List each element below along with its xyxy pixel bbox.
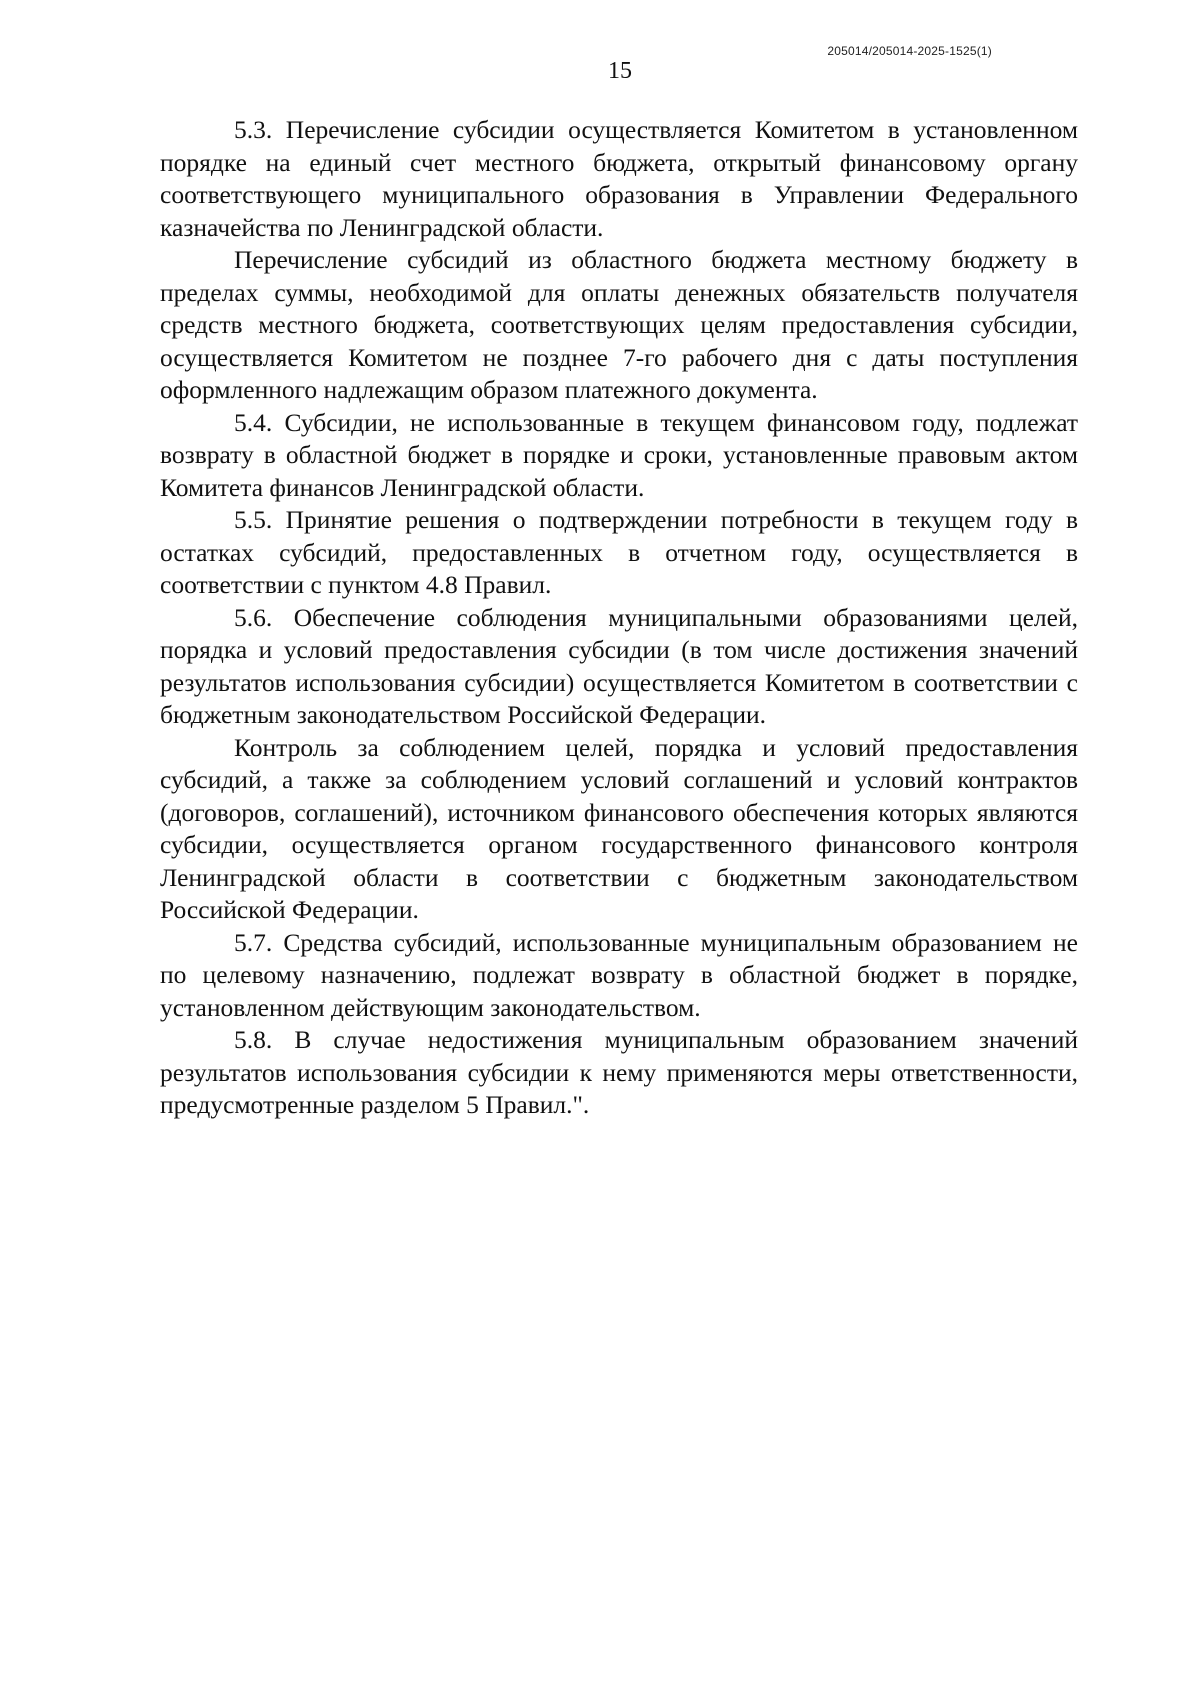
paragraph-control: Контроль за соблюдением целей, порядка и условий предоставления субсидий, а также за соблюдением условий соглашений и условий контрактов (договоров, соглашений), источником финансового обеспечения которых являются субсидии, осуществляется органом государственного финансового контроля Ленинградской области в соответствии с бюджетным законодательством Российской Федерации.	[160, 732, 1078, 924]
document-body	[160, 114, 1078, 1122]
paragraph-5-7: 5.7. Средства субсидий, использованные муниципальным образованием не по целевому назначению, подлежат возврату в областной бюджет в порядке, установленном действующим законодательством.	[160, 927, 1078, 1022]
paragraph-5-3: 5.3. Перечисление субсидии осуществляется Комитетом в установленном порядке на единый счет местного бюджета, открытый финансовому органу соответствующего муниципального образования в Управлении Федерального казначейства по Ленинградской области.	[160, 115, 1078, 242]
paragraph-5-4: 5.4. Субсидии, не использованные в текущем финансовом году, подлежат возврату в областной бюджет в порядке и сроки, установленные правовым актом Комитета финансов Ленинградской области.	[160, 407, 1078, 502]
paragraph-transfer-of-subsidies: Перечисление субсидий из областного бюджета местному бюджету в пределах суммы, необходимой для оплаты денежных обязательств получателя средств местного бюджета, соответствующих целям предоставления субсидии, осуществляется Комитетом не позднее 7-го рабочего дня с даты поступления оформленного надлежащим образом платежного документа.	[160, 245, 1078, 404]
page-number: 15	[608, 58, 632, 84]
document-registration-number: 205014/205014-2025-1525(1)	[827, 44, 992, 58]
paragraph-5-8: 5.8. В случае недостижения муниципальным образованием значений результатов использования субсидии к нему применяются меры ответственности, предусмотренные разделом 5 Правил.".	[160, 1025, 1078, 1119]
paragraph-5-6: 5.6. Обеспечение соблюдения муниципальными образованиями целей, порядка и условий предоставления субсидии (в том числе достижения значений результатов использования субсидии) осуществляется Комитетом в соответствии с бюджетным законодательством Российской Федерации.	[160, 602, 1078, 729]
paragraph-5-5: 5.5. Принятие решения о подтверждении потребности в текущем году в остатках субсидий, предоставленных в отчетном году, осуществляется в соответствии с пунктом 4.8 Правил.	[160, 505, 1078, 599]
